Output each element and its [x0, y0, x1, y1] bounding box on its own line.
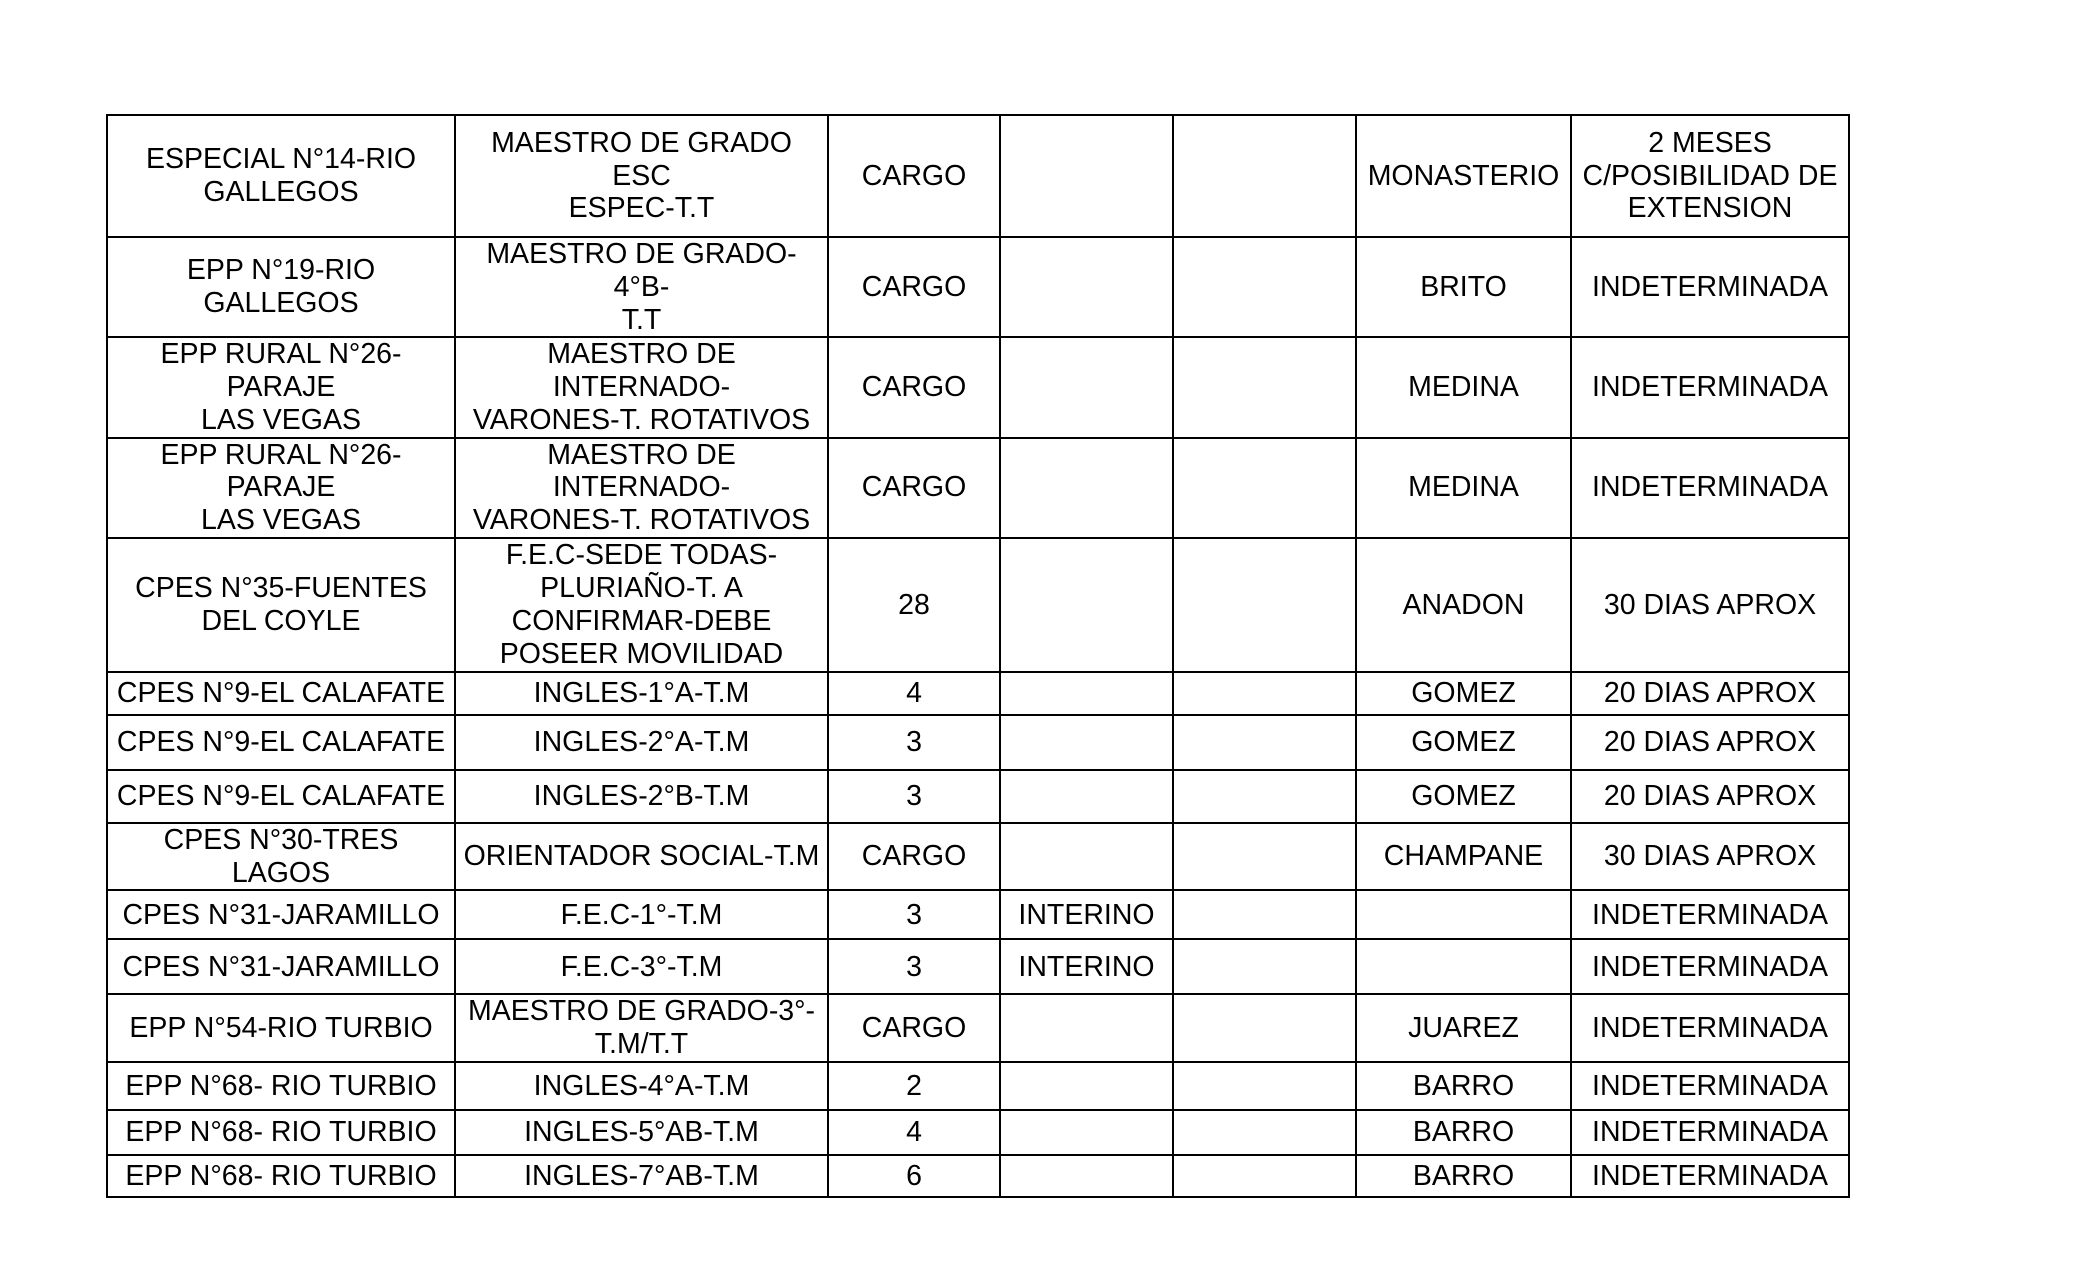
teacher-cell: MEDINA [1356, 337, 1571, 437]
extra-cell [1173, 890, 1356, 939]
duration-cell: INDETERMINADA [1571, 939, 1849, 994]
position-cell: INGLES-2°B-T.M [455, 770, 828, 823]
school-cell: EPP RURAL N°26-PARAJE LAS VEGAS [107, 337, 455, 437]
duration-cell: INDETERMINADA [1571, 237, 1849, 337]
hours-cell: CARGO [828, 337, 1000, 437]
duration-cell: INDETERMINADA [1571, 994, 1849, 1062]
school-cell: EPP N°68- RIO TURBIO [107, 1062, 455, 1110]
extra-cell [1173, 715, 1356, 770]
hours-cell: 2 [828, 1062, 1000, 1110]
duration-cell: 20 DIAS APROX [1571, 672, 1849, 715]
extra-cell [1173, 237, 1356, 337]
position-cell: ORIENTADOR SOCIAL-T.M [455, 823, 828, 891]
school-cell: EPP RURAL N°26-PARAJE LAS VEGAS [107, 438, 455, 538]
school-cell: CPES N°9-EL CALAFATE [107, 672, 455, 715]
extra-cell [1173, 337, 1356, 437]
position-cell: INGLES-2°A-T.M [455, 715, 828, 770]
status-cell [1000, 994, 1173, 1062]
table-row [107, 438, 1849, 538]
hours-cell: 4 [828, 672, 1000, 715]
teacher-cell: BARRO [1356, 1110, 1571, 1155]
hours-cell: CARGO [828, 994, 1000, 1062]
teacher-cell: BRITO [1356, 237, 1571, 337]
status-cell [1000, 1110, 1173, 1155]
teacher-cell: ANADON [1356, 538, 1571, 672]
position-cell: F.E.C-1°-T.M [455, 890, 828, 939]
duration-cell: 20 DIAS APROX [1571, 715, 1849, 770]
hours-cell: 6 [828, 1155, 1000, 1197]
hours-cell: 28 [828, 538, 1000, 672]
status-cell [1000, 1155, 1173, 1197]
duration-cell: 30 DIAS APROX [1571, 538, 1849, 672]
school-cell: ESPECIAL N°14-RIO GALLEGOS [107, 115, 455, 237]
duration-cell: 2 MESES C/POSIBILIDAD DE EXTENSION [1571, 115, 1849, 237]
hours-cell: 3 [828, 939, 1000, 994]
extra-cell [1173, 672, 1356, 715]
status-cell [1000, 538, 1173, 672]
teacher-cell: JUAREZ [1356, 994, 1571, 1062]
table-row [107, 994, 1849, 1062]
table-row [107, 890, 1849, 939]
teacher-cell: BARRO [1356, 1155, 1571, 1197]
school-cell: CPES N°9-EL CALAFATE [107, 715, 455, 770]
position-cell: INGLES-1°A-T.M [455, 672, 828, 715]
status-cell: INTERINO [1000, 890, 1173, 939]
school-cell: CPES N°9-EL CALAFATE [107, 770, 455, 823]
table-body [107, 115, 1849, 1197]
status-cell [1000, 1062, 1173, 1110]
teacher-cell: GOMEZ [1356, 715, 1571, 770]
table-row [107, 237, 1849, 337]
school-cell: CPES N°31-JARAMILLO [107, 890, 455, 939]
hours-cell: CARGO [828, 823, 1000, 891]
status-cell [1000, 438, 1173, 538]
teacher-cell: CHAMPANE [1356, 823, 1571, 891]
extra-cell [1173, 1110, 1356, 1155]
teacher-cell: GOMEZ [1356, 770, 1571, 823]
extra-cell [1173, 115, 1356, 237]
position-cell: MAESTRO DE GRADO ESC ESPEC-T.T [455, 115, 828, 237]
duration-cell: INDETERMINADA [1571, 438, 1849, 538]
extra-cell [1173, 770, 1356, 823]
extra-cell [1173, 1062, 1356, 1110]
extra-cell [1173, 994, 1356, 1062]
status-cell [1000, 770, 1173, 823]
position-cell: INGLES-7°AB-T.M [455, 1155, 828, 1197]
table-row [107, 823, 1849, 891]
vacancies-table [106, 114, 1850, 1198]
duration-cell: INDETERMINADA [1571, 1110, 1849, 1155]
status-cell [1000, 115, 1173, 237]
table-row [107, 1155, 1849, 1197]
hours-cell: CARGO [828, 115, 1000, 237]
school-cell: EPP N°54-RIO TURBIO [107, 994, 455, 1062]
status-cell [1000, 823, 1173, 891]
extra-cell [1173, 939, 1356, 994]
teacher-cell [1356, 890, 1571, 939]
hours-cell: 3 [828, 770, 1000, 823]
table-row [107, 770, 1849, 823]
hours-cell: 3 [828, 715, 1000, 770]
table-row [107, 115, 1849, 237]
table-row [107, 1062, 1849, 1110]
school-cell: EPP N°68- RIO TURBIO [107, 1110, 455, 1155]
position-cell: MAESTRO DE GRADO-4°B- T.T [455, 237, 828, 337]
extra-cell [1173, 823, 1356, 891]
duration-cell: INDETERMINADA [1571, 337, 1849, 437]
school-cell: EPP N°68- RIO TURBIO [107, 1155, 455, 1197]
hours-cell: CARGO [828, 438, 1000, 538]
status-cell [1000, 337, 1173, 437]
position-cell: MAESTRO DE GRADO-3°- T.M/T.T [455, 994, 828, 1062]
table-row [107, 337, 1849, 437]
table-row [107, 1110, 1849, 1155]
table-row [107, 715, 1849, 770]
position-cell: F.E.C-SEDE TODAS- PLURIAÑO-T. A CONFIRMAR-DEBE POSEER MOVILIDAD [455, 538, 828, 672]
position-cell: F.E.C-3°-T.M [455, 939, 828, 994]
status-cell [1000, 715, 1173, 770]
status-cell: INTERINO [1000, 939, 1173, 994]
duration-cell: INDETERMINADA [1571, 890, 1849, 939]
table-row [107, 672, 1849, 715]
table-row [107, 939, 1849, 994]
teacher-cell [1356, 939, 1571, 994]
teacher-cell: BARRO [1356, 1062, 1571, 1110]
duration-cell: INDETERMINADA [1571, 1062, 1849, 1110]
hours-cell: 3 [828, 890, 1000, 939]
teacher-cell: MONASTERIO [1356, 115, 1571, 237]
status-cell [1000, 237, 1173, 337]
school-cell: CPES N°30-TRES LAGOS [107, 823, 455, 891]
status-cell [1000, 672, 1173, 715]
position-cell: MAESTRO DE INTERNADO- VARONES-T. ROTATIVOS [455, 337, 828, 437]
school-cell: CPES N°35-FUENTES DEL COYLE [107, 538, 455, 672]
position-cell: INGLES-5°AB-T.M [455, 1110, 828, 1155]
extra-cell [1173, 1155, 1356, 1197]
school-cell: CPES N°31-JARAMILLO [107, 939, 455, 994]
extra-cell [1173, 438, 1356, 538]
school-cell: EPP N°19-RIO GALLEGOS [107, 237, 455, 337]
teacher-cell: MEDINA [1356, 438, 1571, 538]
hours-cell: CARGO [828, 237, 1000, 337]
hours-cell: 4 [828, 1110, 1000, 1155]
extra-cell [1173, 538, 1356, 672]
table-row [107, 538, 1849, 672]
duration-cell: 30 DIAS APROX [1571, 823, 1849, 891]
teacher-cell: GOMEZ [1356, 672, 1571, 715]
position-cell: INGLES-4°A-T.M [455, 1062, 828, 1110]
duration-cell: INDETERMINADA [1571, 1155, 1849, 1197]
duration-cell: 20 DIAS APROX [1571, 770, 1849, 823]
position-cell: MAESTRO DE INTERNADO- VARONES-T. ROTATIVOS [455, 438, 828, 538]
